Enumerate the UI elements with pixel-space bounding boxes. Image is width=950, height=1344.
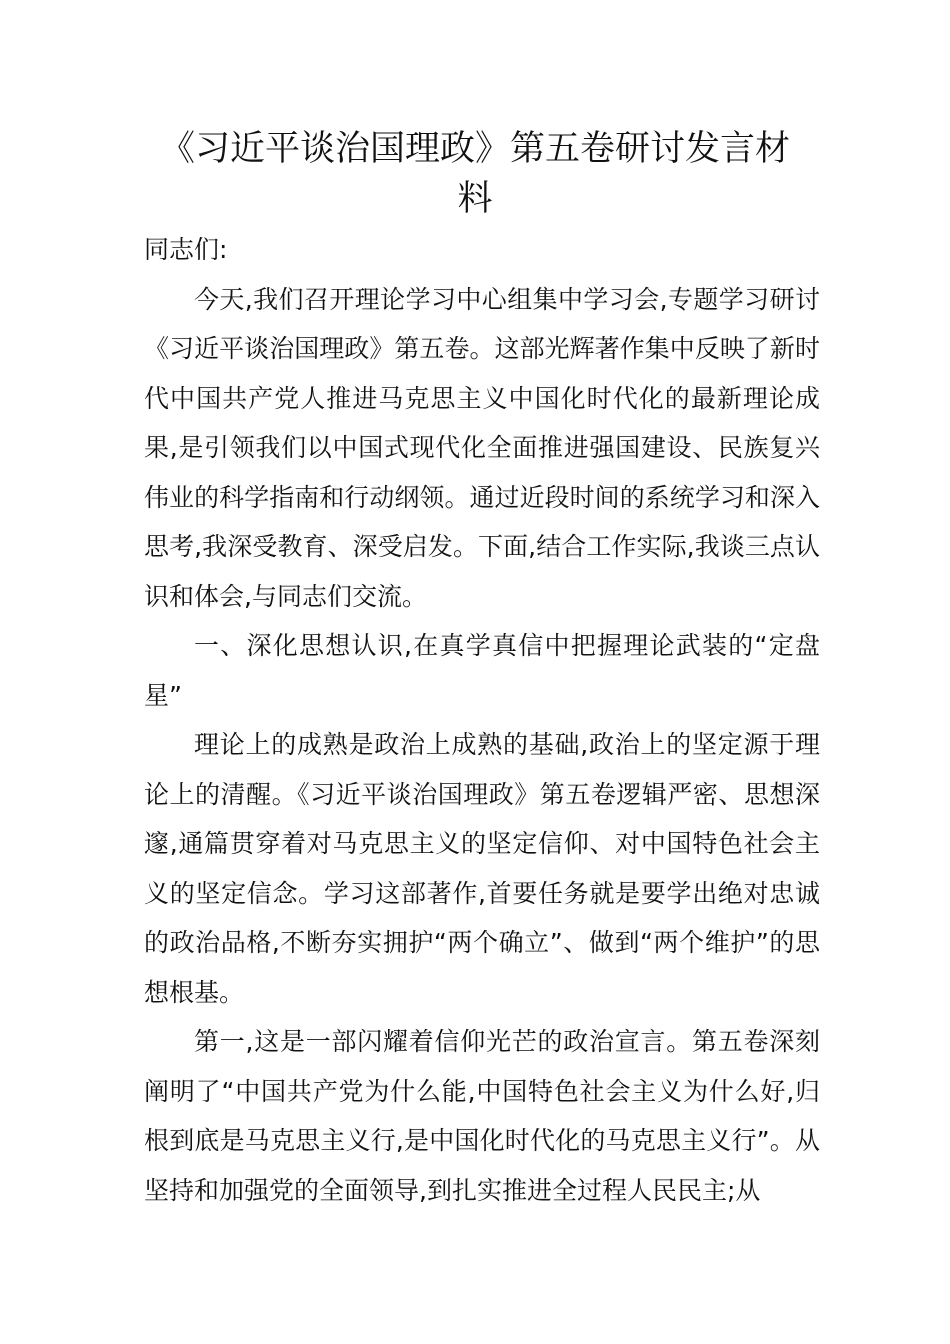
document-title: 《习近平谈治国理政》第五卷研讨发言材料 [160, 129, 791, 219]
document-body [144, 225, 820, 1215]
salutation: 同志们: [144, 235, 228, 264]
section-heading-1: 一、深化思想认识,在真学真信中把握理论武装的“定盘星” [144, 631, 820, 710]
paragraph-theory: 理论上的成熟是政治上成熟的基础,政治上的坚定源于理论上的清醒。《习近平谈治国理政》第五卷逻辑严密、思想深邃,通篇贯穿着对马克思主义的坚定信仰、对中国特色社会主义的坚定信念。学习这部著作,首要任务就是要学出绝对忠诚的政治品格,不断夯实拥护“两个确立”、做到“两个维护”的思想根基。 [144, 730, 820, 1007]
paragraph-intro: 今天,我们召开理论学习中心组集中学习会,专题学习研讨《习近平谈治国理政》第五卷。这部光辉著作集中反映了新时代中国共产党人推进马克思主义中国化时代化的最新理论成果,是引领我们以中国式现代化全面推进强国建设、民族复兴伟业的科学指南和行动纲领。通过近段时间的系统学习和深入思考,我深受教育、深受启发。下面,结合工作实际,我谈三点认识和体会,与同志们交流。 [144, 284, 820, 611]
paragraph-first-point: 第一,这是一部闪耀着信仰光芒的政治宣言。第五卷深刻阐明了“中国共产党为什么能,中国特色社会主义为什么好,归根到底是马克思主义行,是中国化时代化的马克思主义行”。从坚持和加强党的全面领导,到扎实推进全过程人民民主;从 [144, 1027, 820, 1205]
